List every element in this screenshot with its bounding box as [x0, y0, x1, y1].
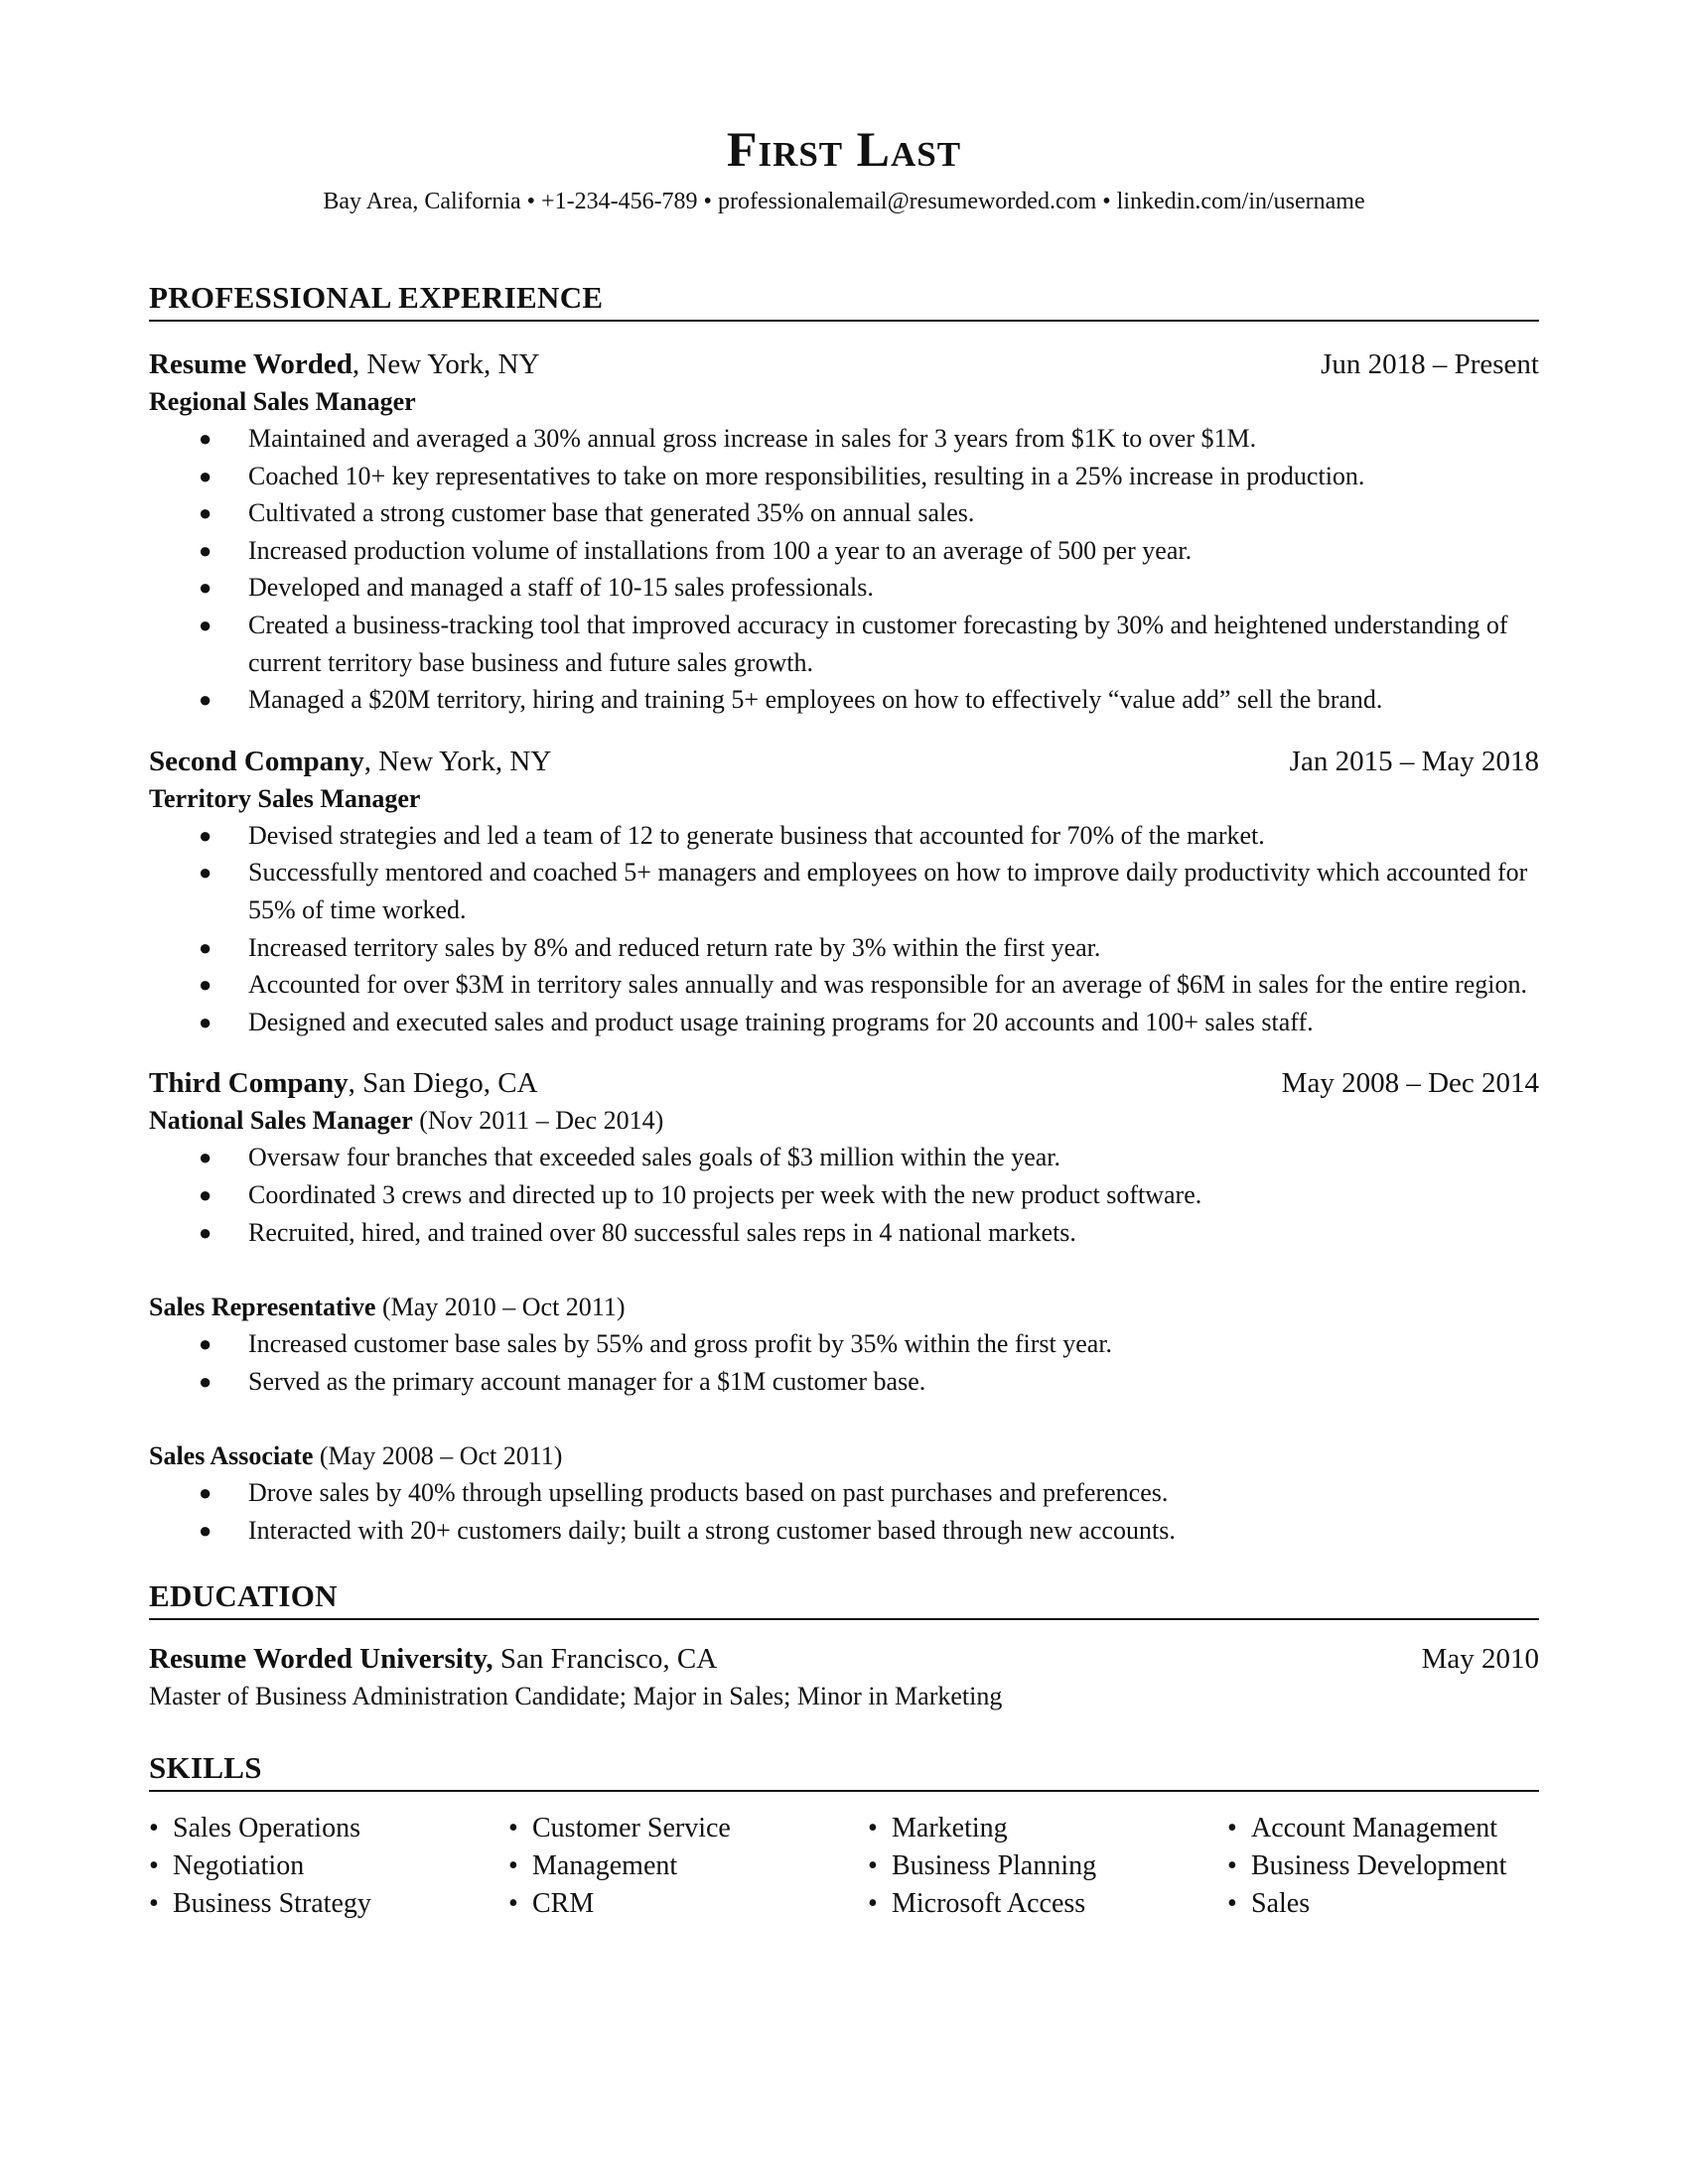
skills-grid	[149, 1810, 1539, 1922]
company-name: Resume Worded	[149, 348, 352, 380]
bullet-list	[149, 1139, 1539, 1251]
skills-column	[149, 1810, 508, 1922]
school-line	[149, 1640, 717, 1678]
skill-item: • Account Management	[1227, 1810, 1539, 1847]
job-entry	[149, 743, 1539, 1041]
skill-item: • Microsoft Access	[868, 1885, 1227, 1923]
company-name: Second Company	[149, 745, 364, 777]
skill-item: • Sales	[1227, 1885, 1539, 1923]
role-title: Sales Associate	[149, 1441, 314, 1471]
skill-item: • Sales Operations	[149, 1810, 508, 1847]
role-title: Territory Sales Manager	[149, 783, 421, 813]
skill-item: • Business Strategy	[149, 1885, 508, 1923]
bullet-item: ● Increased production volume of installations from 100 a year to an average of 500 per year.	[149, 532, 1539, 570]
job-role	[149, 1102, 1539, 1139]
skill-item: • Business Planning	[868, 1847, 1227, 1885]
bullet-item: ● Devised strategies and led a team of 12 to generate business that accounted for 70% of the market.	[149, 817, 1539, 855]
section-title-skills: SKILLS	[149, 1750, 1539, 1792]
section-title-education: EDUCATION	[149, 1578, 1539, 1620]
bullet-item: ● Maintained and averaged a 30% annual gross increase in sales for 3 years from $1K to over $1M.	[149, 420, 1539, 458]
job-dates: Jun 2018 – Present	[1321, 348, 1539, 380]
bullet-item: ● Recruited, hired, and trained over 80 successful sales reps in 4 national markets.	[149, 1214, 1539, 1252]
bullet-item: ● Served as the primary account manager for a $1M customer base.	[149, 1363, 1539, 1401]
skill-item: • Business Development	[1227, 1847, 1539, 1885]
bullet-item: ● Successfully mentored and coached 5+ managers and employees on how to improve daily productivity which accounted for 55% of time worked.	[149, 854, 1539, 928]
skills-column	[1227, 1810, 1539, 1922]
skill-item: • Management	[508, 1847, 868, 1885]
role-title: Sales Representative	[149, 1293, 376, 1322]
bullet-item: ● Accounted for over $3M in territory sales annually and was responsible for an average of $6M in sales for the entire region.	[149, 966, 1539, 1004]
section-title-experience: PROFESSIONAL EXPERIENCE	[149, 280, 1539, 322]
job-role	[149, 780, 1539, 817]
bullet-item: ● Drove sales by 40% through upselling products based on past purchases and preferences.	[149, 1474, 1539, 1512]
job-dates: Jan 2015 – May 2018	[1289, 745, 1539, 777]
job-company-line	[149, 743, 551, 780]
job-dates: May 2008 – Dec 2014	[1281, 1067, 1539, 1100]
candidate-name: First Last	[726, 121, 962, 177]
bullet-item: ● Coached 10+ key representatives to take on more responsibilities, resulting in a 25% increase in production.	[149, 458, 1539, 495]
role-period: (May 2008 – Oct 2011)	[313, 1441, 563, 1471]
bullet-list	[149, 817, 1539, 1041]
role-period: (May 2010 – Oct 2011)	[375, 1293, 626, 1322]
bullet-list	[149, 1474, 1539, 1549]
role-title: Regional Sales Manager	[149, 387, 416, 416]
company-location: , New York, NY	[352, 348, 540, 380]
skill-item: • Negotiation	[149, 1847, 508, 1885]
job-company-line	[149, 345, 539, 383]
school-location: San Francisco, CA	[492, 1643, 718, 1676]
job-header	[149, 345, 1539, 383]
company-name: Third Company	[149, 1067, 349, 1100]
skill-item: • Marketing	[868, 1810, 1227, 1847]
job-header	[149, 1064, 1539, 1102]
bullet-item: ● Increased territory sales by 8% and reduced return rate by 3% within the first year.	[149, 929, 1539, 967]
bullet-list	[149, 420, 1539, 719]
bullet-item: ● Managed a $20M territory, hiring and training 5+ employees on how to effectively “value add” sell the brand.	[149, 681, 1539, 719]
bullet-item: ● Increased customer base sales by 55% and gross profit by 35% within the first year.	[149, 1325, 1539, 1363]
education-header	[149, 1640, 1539, 1678]
job-company-line	[149, 1064, 538, 1102]
skill-item: • Customer Service	[508, 1810, 868, 1847]
bullet-item: ● Oversaw four branches that exceeded sales goals of $3 million within the year.	[149, 1139, 1539, 1176]
job-role	[149, 383, 1539, 420]
skills-column	[508, 1810, 868, 1922]
school-name: Resume Worded University,	[149, 1643, 493, 1676]
resume-page	[149, 119, 1539, 1922]
bullet-list	[149, 1325, 1539, 1400]
education-date: May 2010	[1421, 1643, 1539, 1676]
bullet-item: ● Created a business-tracking tool that improved accuracy in customer forecasting by 30% and heightened understanding of current territory base business and future sales growth.	[149, 607, 1539, 681]
bullet-item: ● Cultivated a strong customer base that generated 35% on annual sales.	[149, 494, 1539, 532]
company-location: , New York, NY	[363, 745, 552, 777]
degree-line: Master of Business Administration Candidate; Major in Sales; Minor in Marketing	[149, 1682, 1003, 1711]
job-header	[149, 743, 1539, 780]
job-role	[149, 1289, 1539, 1325]
job-entry	[149, 345, 1539, 719]
bullet-item: ● Developed and managed a staff of 10-15 sales professionals.	[149, 569, 1539, 607]
job-role	[149, 1437, 1539, 1474]
company-location: , San Diego, CA	[348, 1067, 538, 1100]
job-entry	[149, 1064, 1539, 1549]
bullet-item: ● Interacted with 20+ customers daily; built a strong customer based through new accounts.	[149, 1512, 1539, 1550]
role-title: National Sales Manager	[149, 1106, 413, 1136]
skill-item: • CRM	[508, 1885, 868, 1923]
skills-column	[868, 1810, 1227, 1922]
role-period: (Nov 2011 – Dec 2014)	[412, 1106, 664, 1136]
bullet-item: ● Designed and executed sales and product usage training programs for 20 accounts and 100+ sales staff.	[149, 1004, 1539, 1041]
contact-line: Bay Area, California • +1-234-456-789 • professionalemail@resumeworded.com • linkedin.com/in/username	[323, 189, 1365, 214]
bullet-item: ● Coordinated 3 crews and directed up to 10 projects per week with the new product software.	[149, 1176, 1539, 1214]
